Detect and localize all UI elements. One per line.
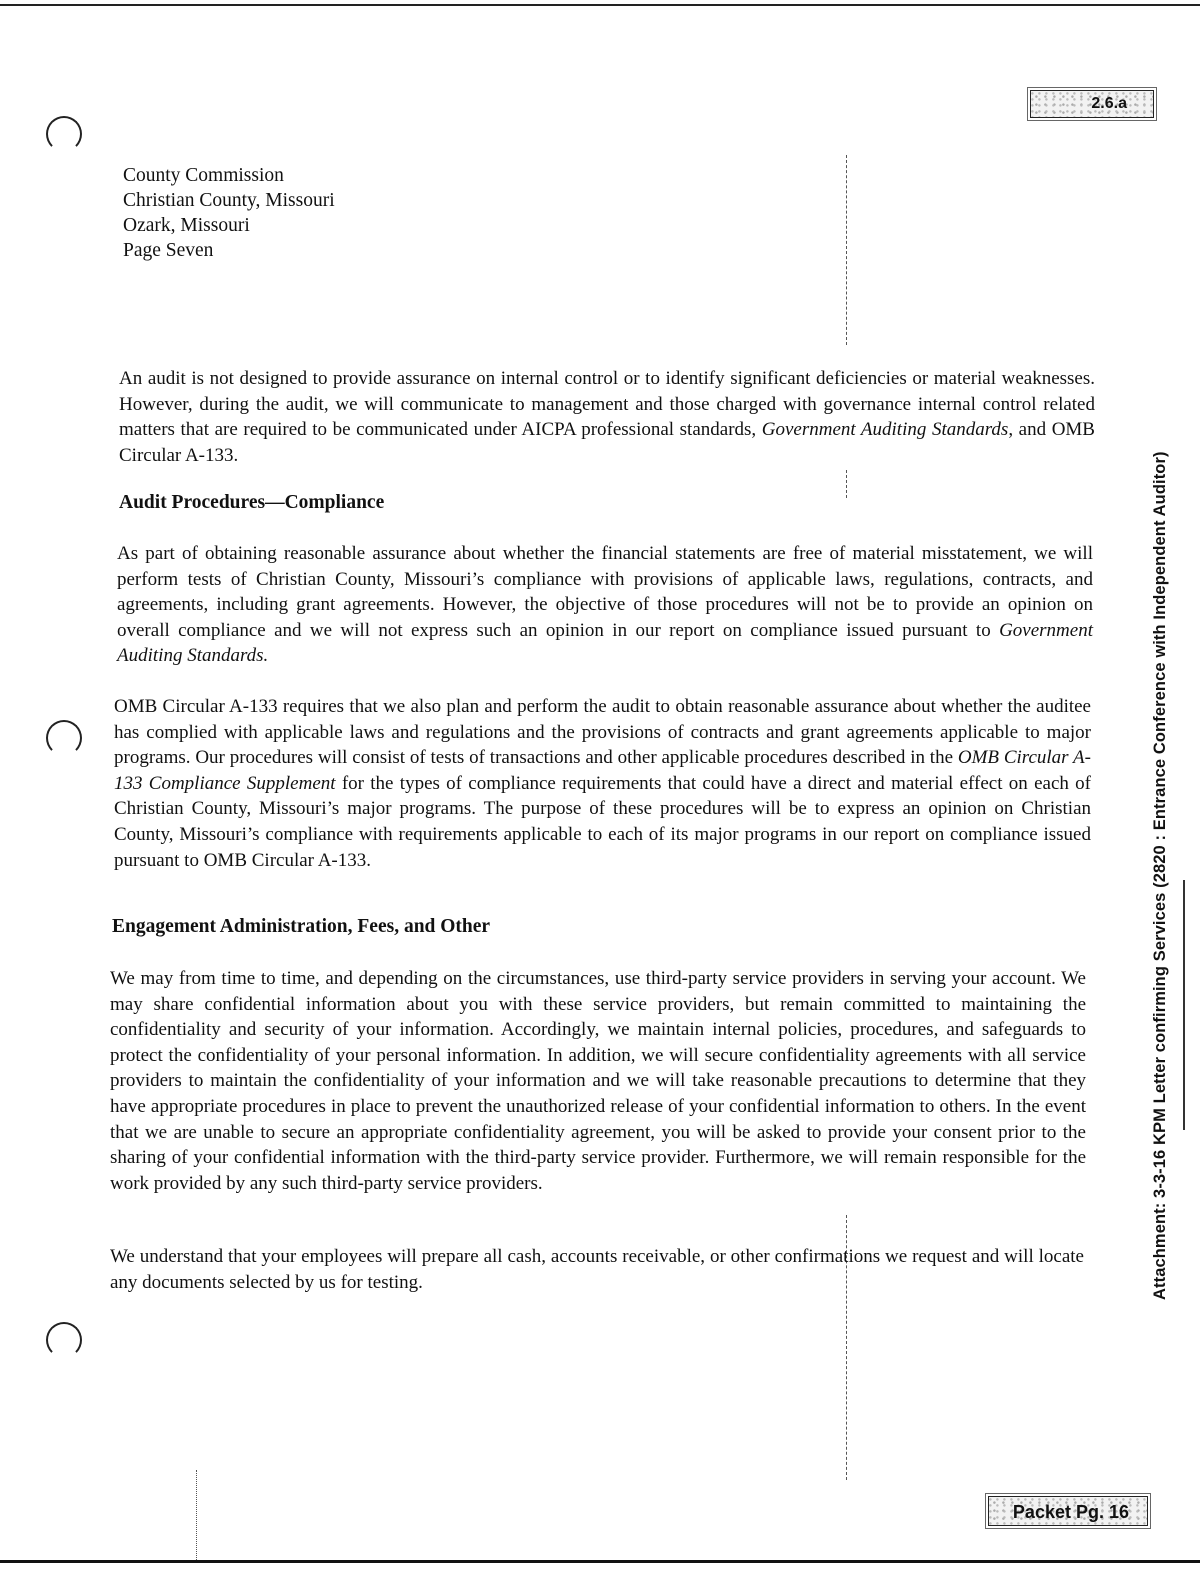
punch-hole-middle — [46, 720, 82, 756]
punch-hole-top — [46, 116, 82, 152]
top-border-line — [0, 4, 1200, 6]
scan-edge-line — [1183, 880, 1185, 1130]
paragraph-internal-control: An audit is not designed to provide assurance on internal control or to identify significant deficiencies or material weaknesses. However, during the audit, we will communicate to management and those charged with governance internal control related matters that are required to be communicated under AICPA professional standards, Government Auditing Standards, and OMB Circular A-133. — [119, 368, 1095, 466]
attachment-side-label: Attachment: 3-3-16 KPM Letter confirming Services (2820 : Entrance Conference with Independent Auditor) — [1151, 451, 1169, 1300]
recipient-address — [123, 163, 335, 263]
scan-artifact-line — [196, 1470, 198, 1560]
paragraph-third-party-providers: We may from time to time, and depending on the circumstances, use third-party service providers in serving your account. We may share confidential information about you with these service providers, but remain committed to maintaining the confidentiality and security of your information. Accordingly, we maintain internal policies, procedures, and safeguards to protect the confidentiality of your personal information. In addition, we will secure confidentiality agreements with all service providers to maintain the confidentiality of your information and we will take reasonable precautions to determine that they have appropriate procedures in place to prevent the unauthorized release of your confidential information to others. In the event that we are unable to secure an appropriate confidentiality agreement, you will be asked to provide your consent prior to the sharing of your confidential information with the third-party service provider. Furthermore, we will remain responsible for the work provided by any such third-party service providers. — [110, 968, 1086, 1194]
punch-hole-bottom — [46, 1322, 82, 1358]
scan-artifact-line — [846, 470, 848, 498]
scan-artifact-line — [846, 155, 848, 345]
address-line: County Commission — [123, 165, 284, 186]
section-heading-compliance: Audit Procedures—Compliance — [119, 492, 385, 513]
paragraph-confirmations: We understand that your employees will prepare all cash, accounts receivable, or other confirmations we request and will locate any documents selected by us for testing. — [110, 1246, 1084, 1293]
packet-page-stamp: Packet Pg. 16 — [988, 1496, 1148, 1526]
bottom-border-line — [0, 1560, 1200, 1563]
address-line: Christian County, Missouri — [123, 190, 335, 211]
page-number-line: Page Seven — [123, 240, 214, 261]
paragraph-compliance-tests: As part of obtaining reasonable assurance about whether the financial statements are free of material misstatement, we will perform tests of Christian County, Missouri’s compliance with provisions of applicable laws, regulations, contracts, and agreements, including grant agreements. However, the objective of those procedures will not be to provide an opinion on overall compliance and we will not express such an opinion in our report on compliance issued pursuant to Government Auditing Standards. — [117, 543, 1093, 667]
paragraph-omb-circular: OMB Circular A-133 requires that we also plan and perform the audit to obtain reasonable assurance about whether the auditee has complied with applicable laws and regulations and the provisions of contracts and grant agreements applicable to major programs. Our procedures will consist of tests of transactions and other applicable procedures described in the OMB Circular A-133 Compliance Supplement for the types of compliance requirements that could have a direct and material effect on each of Christian County, Missouri’s major programs. The purpose of these procedures will be to express an opinion on Christian County, Missouri’s compliance with requirements applicable to each of its major programs in our report on compliance issued pursuant to OMB Circular A-133. — [114, 696, 1091, 871]
address-line: Ozark, Missouri — [123, 215, 250, 236]
item-number-stamp: 2.6.a — [1030, 90, 1154, 118]
section-heading-engagement: Engagement Administration, Fees, and Other — [112, 916, 491, 937]
